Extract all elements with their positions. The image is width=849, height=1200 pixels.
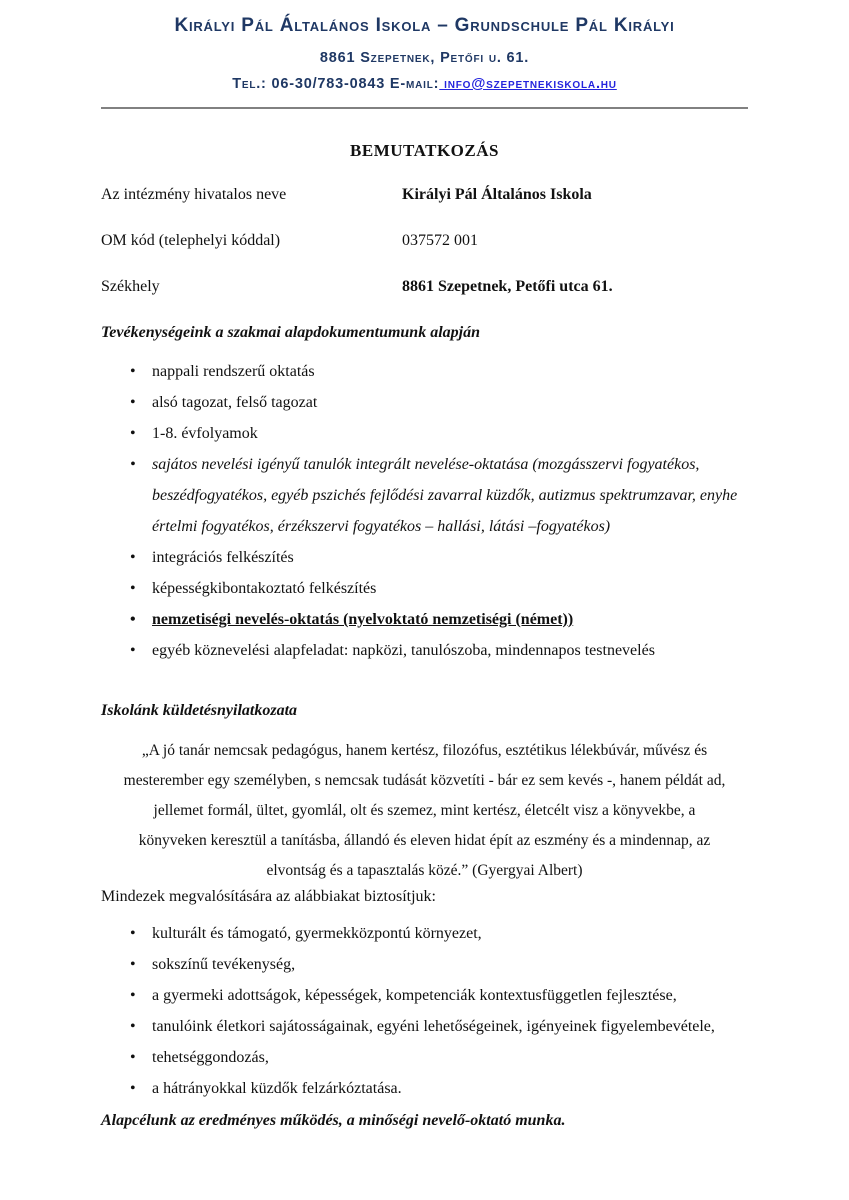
- list-item: • kulturált és támogató, gyermekközpontú környezet,: [101, 918, 748, 949]
- bullet-icon: [130, 418, 136, 449]
- info-label-official-name: Az intézmény hivatalos neve: [101, 186, 287, 203]
- info-value-official-name: Királyi Pál Általános Iskola: [402, 186, 592, 203]
- section-heading-activities: Tevékenységeink a szakmai alapdokumentumunk alapján: [101, 324, 480, 341]
- list-item: • sokszínű tevékenység,: [101, 949, 748, 980]
- bullet-icon: [130, 635, 136, 666]
- info-row: [101, 230, 748, 252]
- list-item: • alsó tagozat, felső tagozat: [101, 387, 748, 418]
- list-item: • 1-8. évfolyamok: [101, 418, 748, 449]
- bullet-icon: [130, 573, 136, 604]
- info-label-seat: Székhely: [101, 278, 160, 295]
- bullet-icon: [130, 949, 136, 980]
- page-title: BEMUTATKOZÁS: [350, 141, 499, 160]
- info-label-om-code: OM kód (telephelyi kóddal): [101, 232, 281, 249]
- institution-info: [101, 184, 748, 298]
- bullet-icon: [130, 449, 136, 480]
- bullet-icon: [130, 1073, 136, 1104]
- document-body: [0, 140, 849, 1132]
- contact-line: [0, 74, 849, 94]
- school-address: 8861 Szepetnek, Petőfi u. 61.: [319, 50, 530, 66]
- list-item: • tanulóink életkori sajátosságainak, egyéni lehetőségeinek, igényeinek figyelembevétele,: [101, 1011, 748, 1042]
- section-heading-mission: Iskolánk küldetésnyilatkozata: [101, 702, 298, 719]
- phone-and-email-label: Tel.: 06-30/783-0843 E-mail:: [232, 76, 440, 92]
- bullet-icon: [130, 918, 136, 949]
- bullet-icon: [130, 1042, 136, 1073]
- list-item: • a gyermeki adottságok, képességek, kompetenciák kontextusfüggetlen fejlesztése,: [101, 980, 748, 1011]
- list-item: • nemzetiségi nevelés-oktatás (nyelvoktató nemzetiségi (német)): [101, 604, 748, 635]
- list-item: • integrációs felkészítés: [101, 542, 748, 573]
- bullet-icon: [130, 604, 136, 635]
- bullet-icon: [130, 980, 136, 1011]
- quote-line: könyveken keresztül a tanításba, állandó és eleven hidat épít az eszmény és a mindennap, az: [138, 832, 711, 849]
- bullet-icon: [130, 387, 136, 418]
- list-item: • nappali rendszerű oktatás: [101, 356, 748, 387]
- closing-statement: Alapcélunk az eredményes működés, a minőségi nevelő-oktató munka.: [101, 1112, 566, 1129]
- quote-line: „A jó tanár nemcsak pedagógus, hanem kertész, filozófus, esztétikus lélekbúvár, művész és: [141, 742, 708, 759]
- bullet-icon: [130, 1011, 136, 1042]
- quote-line: elvontság és a tapasztalás közé.” (Gyergyai Albert): [266, 862, 583, 879]
- activities-list: [101, 356, 748, 666]
- email-link[interactable]: info@szepetnekiskola.hu: [439, 76, 617, 92]
- quote-line: mesterember egy személyben, s nemcsak tudását közvetíti - bár ez sem kevés -, hanem példát ad,: [123, 772, 726, 789]
- header-divider: [101, 107, 748, 109]
- info-value-seat: 8861 Szepetnek, Petőfi utca 61.: [402, 278, 613, 295]
- info-value-om-code: 037572 001: [402, 232, 478, 249]
- list-item: • képességkibontakoztató felkészítés: [101, 573, 748, 604]
- list-item: • sajátos nevelési igényű tanulók integrált nevelése-oktatása (mozgásszervi fogyatékos, beszédfogyatékos, egyéb pszichés fejlődési zavarral küzdők, autizmus spektrumzavar, enyhe értelmi fogyatékos, érzékszervi fogyatékos – hallási, látási –fogyatékos): [101, 449, 748, 542]
- mission-list: [101, 918, 748, 1104]
- list-item: • egyéb köznevelési alapfeladat: napközi, tanulószoba, mindennapos testnevelés: [101, 635, 748, 666]
- mission-intro: Mindezek megvalósítására az alábbiakat biztosítjuk:: [101, 888, 436, 905]
- school-name: Királyi Pál Általános Iskola – Grundschule Pál Királyi: [174, 15, 675, 36]
- mission-quote: [85, 736, 764, 886]
- info-row: [101, 276, 748, 298]
- bullet-icon: [130, 542, 136, 573]
- list-item: • a hátrányokkal küzdők felzárkóztatása.: [101, 1073, 748, 1104]
- list-item: • tehetséggondozás,: [101, 1042, 748, 1073]
- info-row: [101, 184, 748, 206]
- letterhead: [0, 0, 849, 94]
- bullet-icon: [130, 356, 136, 387]
- quote-line: jellemet formál, ültet, gyomlál, olt és szemez, mint kertész, életcélt visz a könyvekbe, a: [153, 802, 696, 819]
